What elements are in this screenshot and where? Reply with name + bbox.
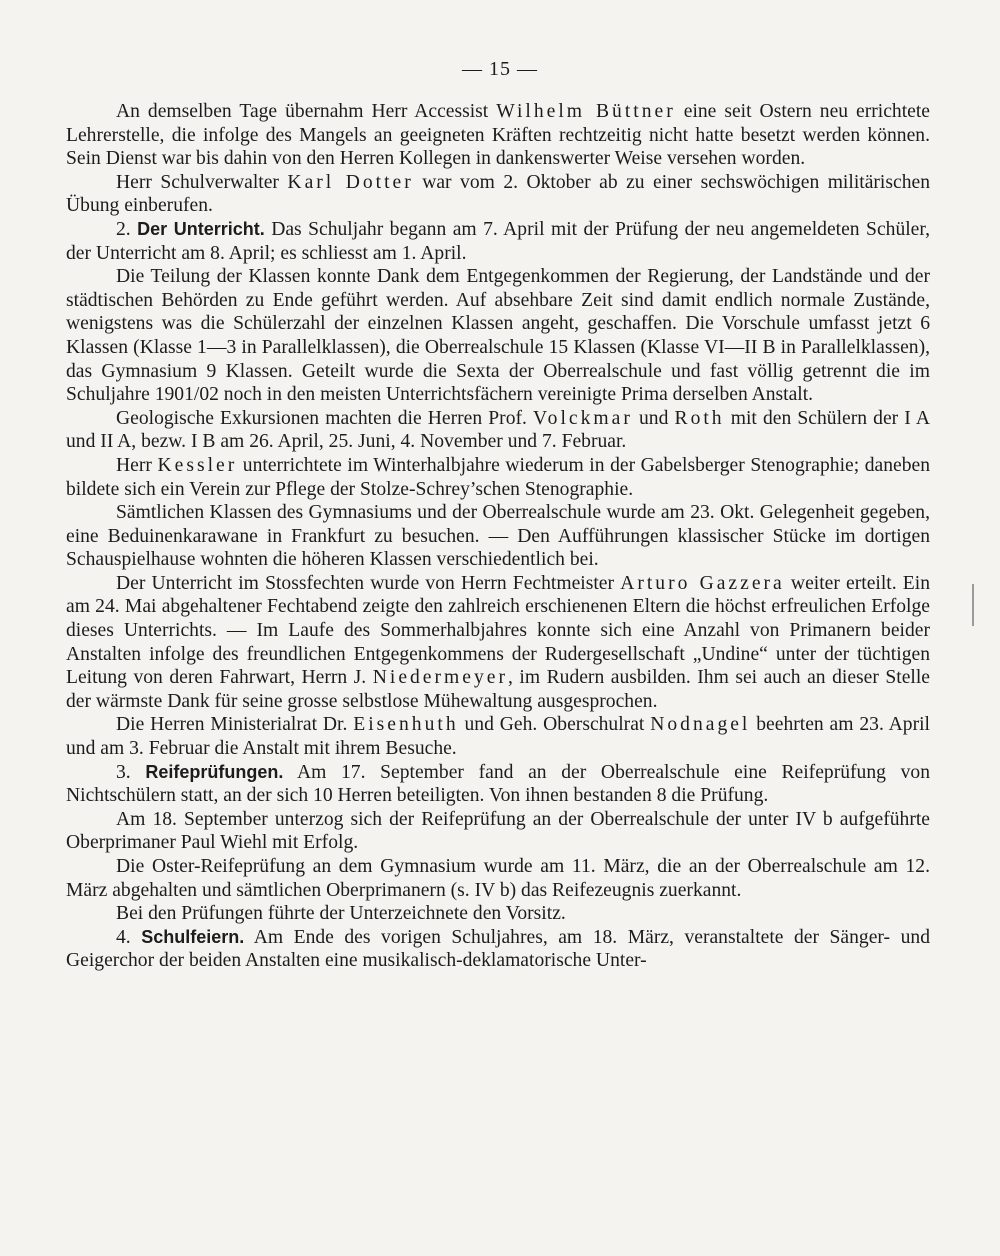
paragraph <box>66 808 930 855</box>
text-run: und Geh. Oberschulrat <box>458 714 651 736</box>
text-run: An demselben Tage übernahm Herr Accessist <box>116 101 497 122</box>
text-run: Am Ende des vorigen Schuljahres, am 18. März, veranstaltete der Sänger- und Geigerchor der beiden Anstalten eine musikalisch-deklamatorische Unter- <box>66 926 930 972</box>
text-run: , im Rudern ausbilden. Ihm sei auch an dieser Stelle der wärmste Dank für seine grosse selbstlose Mühewaltung ausgesprochen. <box>66 667 930 712</box>
paragraph <box>66 761 930 808</box>
paragraph <box>66 501 930 572</box>
text-run: Die Oster-Reifeprüfung an dem Gymnasium wurde am 11. März, die an der Oberrealschule am 12. März abgehalten und sämtlichen Oberprimanern (s. IV b) das Reifezeugnis zuerkannt. <box>66 856 930 901</box>
paragraph <box>66 454 930 501</box>
paragraph <box>66 902 930 926</box>
text-run: weiter erteilt. Ein am 24. Mai abgehaltener Fechtabend zeigte den zahlreich erschienenen Eltern die höchst erfreulichen Erfolge dieses Unterrichts. — Im Laufe des Sommerhalbjahres konnte sich eine Anzahl von Primanern beider Anstalten infolge des freundlichen Entgegenkommens der Rudergesellschaft „Undine“ unter der tüchtigen Leitung von deren Fahrwart, Herrn J. <box>66 572 930 689</box>
page-number: — 15 — <box>462 58 538 80</box>
section-heading: Schulfeiern. <box>141 926 245 947</box>
spaced-name: Niedermeyer <box>372 667 508 689</box>
text-run: war vom 2. Oktober ab zu einer sechswöchigen militärischen Übung einberufen. <box>66 171 930 217</box>
paragraph <box>66 218 930 265</box>
text-run: Die Herren Ministerialrat Dr. <box>116 714 354 736</box>
spaced-name: Arturo Gazzera <box>620 572 785 594</box>
paragraph <box>66 855 930 902</box>
spaced-name: Roth <box>674 407 725 429</box>
text-run: Das Schuljahr begann am 7. April mit der Prüfung der neu angemeldeten Schüler, der Unterricht am 8. April; es schliesst am 1. April. <box>66 218 931 264</box>
paragraph <box>66 265 930 407</box>
paragraph <box>66 100 930 171</box>
text-run: 3. <box>116 761 146 783</box>
text-run: Herr Schulverwalter <box>116 171 288 193</box>
margin-line-mark <box>972 584 974 626</box>
text-run: eine seit Ostern neu errichtete Lehrerstelle, die infolge des Mangels an geeigneten Kräften rechtzeitig nicht hatte besetzt werden können. Sein Dienst war bis dahin von den Herren Kollegen in dankenswerter Weise versehen worden. <box>66 101 931 170</box>
text-run: unterrichtete im Winterhalbjahre wiederum in der Gabelsberger Stenographie; daneben bildete sich ein Verein zur Pflege der Stolze-Schrey’schen Stenographie. <box>66 454 930 500</box>
text-run: Am 18. September unterzog sich der Reifeprüfung an der Oberrealschule der unter IV b aufgeführte Oberprimaner Paul Wiehl mit Erfolg. <box>66 808 930 854</box>
spaced-name: Nodnagel <box>650 714 751 736</box>
text-run: und <box>632 407 675 429</box>
paragraph <box>66 171 930 218</box>
spaced-name: Kessler <box>157 454 238 476</box>
text-run: Bei den Prüfungen führte der Unterzeichnete den Vorsitz. <box>116 903 566 925</box>
paragraph <box>66 926 930 973</box>
spaced-name: Eisenhuth <box>353 714 459 736</box>
paragraph <box>66 572 930 714</box>
spaced-name: Karl Dotter <box>287 171 414 193</box>
text-run: mit den Schülern der I A und II A, bezw. I B am 26. April, 25. Juni, 4. November und 7. Februar. <box>66 407 930 453</box>
text-run: 2. <box>116 218 138 240</box>
text-run: Herr <box>116 454 158 476</box>
text-run: Am 17. September fand an der Oberrealschule eine Reifeprüfung von Nichtschülern statt, an der sich 10 Herren beteiligten. Von ihnen bestanden 8 die Prüfung. <box>66 761 930 807</box>
text-run: Die Teilung der Klassen konnte Dank dem Entgegenkommen der Regierung, der Landstände und der städtischen Behörden zu Ende geführt werden. Auf absehbare Zeit sind damit endlich normale Zustände, wenigstens was die Schülerzahl der einzelnen Klassen angeht, geschaffen. Die Vorschule umfasst jetzt 6 Klassen (Klasse 1—3 in Parallelklassen), die Oberrealschule 15 Klassen (Klasse VI—II B in Parallelklassen), das Gymnasium 9 Klassen. Geteilt wurde die Sexta der Oberrealschule und fast völlig getrennt die im Schuljahre 1901/02 noch in den meisten Unterrichtsfächern vereinigte Prima derselben Anstalt. <box>66 266 930 406</box>
paragraph <box>66 407 930 454</box>
section-heading: Reifeprüfungen. <box>145 761 284 782</box>
text-run: Der Unterricht im Stossfechten wurde von Herrn Fechtmeister <box>116 572 621 594</box>
spaced-name: Wilhelm Büttner <box>496 101 676 122</box>
spaced-name: Volckmar <box>533 407 633 429</box>
text-run: Geologische Exkursionen machten die Herren Prof. <box>116 407 534 429</box>
text-run: 4. <box>116 926 142 948</box>
section-heading: Der Unterricht. <box>137 218 265 239</box>
text-run: beehrten am 23. April und am 3. Februar die Anstalt mit ihrem Besuche. <box>66 714 930 760</box>
text-run: Sämtlichen Klassen des Gymnasiums und der Oberrealschule wurde am 23. Okt. Gelegenheit gegeben, eine Beduinenkarawane in Frankfurt zu besuchen. — Den Aufführungen klassischer Stücke im dortigen Schauspielhause wohnten die höheren Klassen verschiedentlich bei. <box>66 502 930 571</box>
paragraph <box>66 713 930 760</box>
body-text <box>66 100 930 973</box>
